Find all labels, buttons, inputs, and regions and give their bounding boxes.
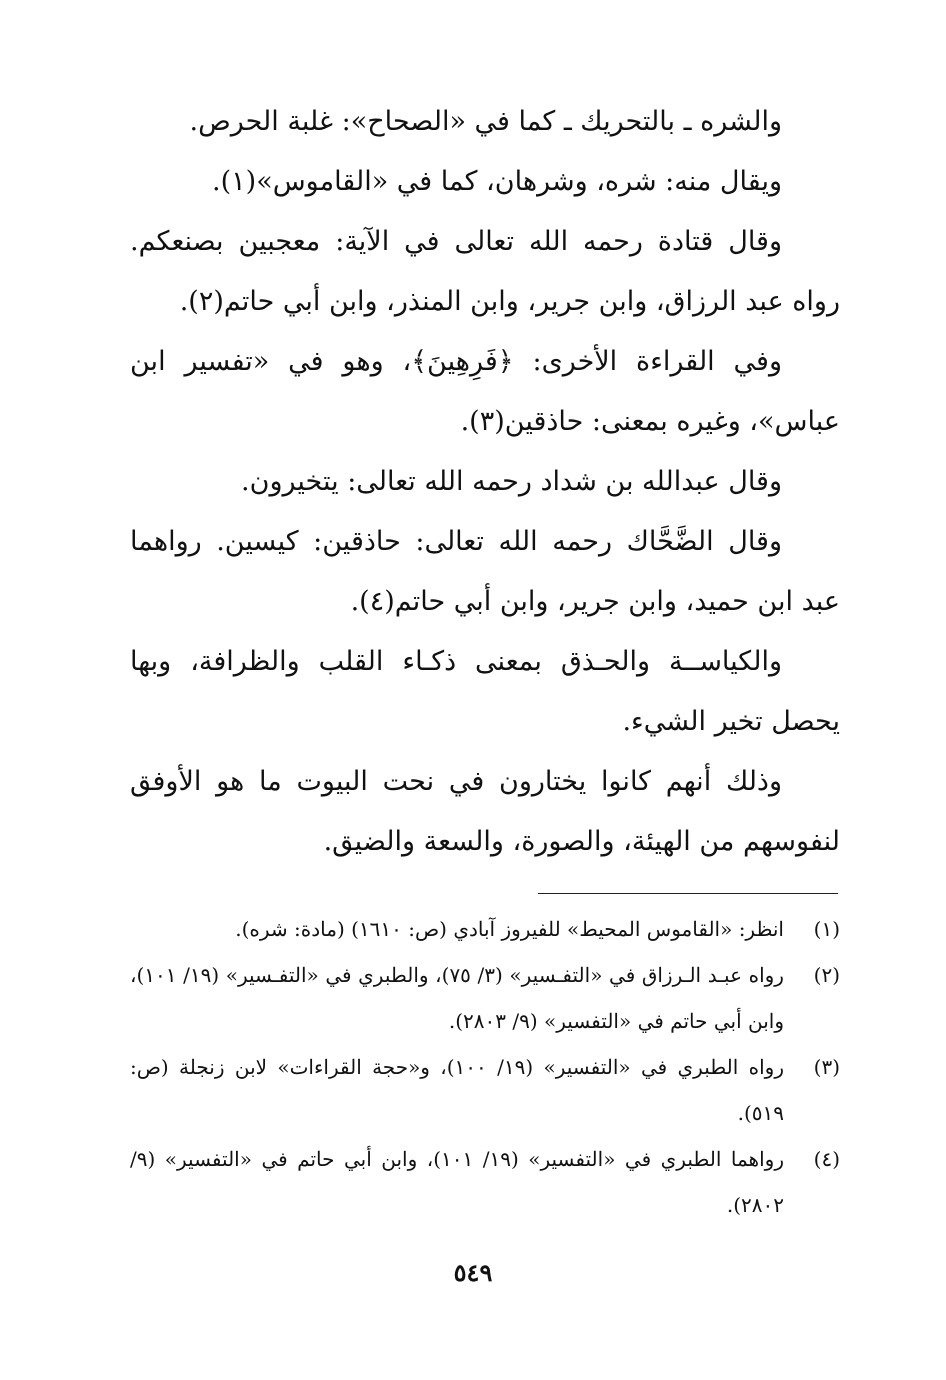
footnote — [130, 952, 840, 1044]
paragraph-4: وفي القراءة الأخرى: ﴿فَرِهِينَ﴾، وهو في «تفسير ابن عباس»، وغيره بمعنى: حاذقين(٣). — [130, 346, 840, 437]
footnote — [130, 1136, 840, 1228]
footnote — [130, 906, 840, 952]
footnote-text: انظر: «القاموس المحيط» للفيروز آبادي (ص: ١٦١٠) (مادة: شره). — [235, 917, 784, 941]
main-text — [130, 92, 840, 872]
paragraph-3: وقال قتادة رحمه الله تعالى في الآية: معجبين بصنعكم. رواه عبد الرزاق، وابن جرير، وابن المنذر، وابن أبي حاتم(٢). — [130, 226, 840, 317]
footnote-text: رواهما الطبري في «التفسير» (١٩/ ١٠١)، وابن أبي حاتم في «التفسير» (٩/ ٢٨٠٢). — [130, 1147, 784, 1217]
footnote-number: (٣) — [813, 1055, 840, 1079]
paragraph-2: ويقال منه: شره، وشرهان، كما في «القاموس»(١). — [212, 166, 782, 197]
footnote-text: رواه الطبري في «التفسير» (١٩/ ١٠٠)، و«حجة القراءات» لابن زنجلة (ص: ٥١٩). — [130, 1055, 784, 1125]
paragraph-7: والكياســة والحـذق بمعنى ذكـاء القلب والظرافة، وبها يحصل تخير الشيء. — [130, 646, 840, 737]
paragraph-8: وذلك أنهم كانوا يختارون في نحت البيوت ما هو الأوفق لنفوسهم من الهيئة، والصورة، والسعة والضيق. — [130, 766, 840, 857]
footnote-number: (٤) — [813, 1147, 840, 1171]
footnote-text: رواه عبـد الـرزاق في «التفـسير» (٣/ ٧٥)، والطبري في «التفـسير» (١٩/ ١٠١)، وابن أبي حاتم في «التفسير» (٩/ ٢٨٠٣). — [130, 963, 784, 1033]
footnote-number: (٢) — [813, 963, 840, 987]
footnote-number: (١) — [813, 917, 840, 941]
footnote — [130, 1044, 840, 1136]
page-number: ٥٤٩ — [453, 1258, 493, 1287]
footnotes — [130, 906, 840, 1228]
paragraph-1: والشره ـ بالتحريك ـ كما في «الصحاح»: غلبة الحرص. — [189, 106, 782, 137]
paragraph-5: وقال عبدالله بن شداد رحمه الله تعالى: يتخيرون. — [241, 466, 782, 497]
paragraph-6: وقال الضَّحَّاك رحمه الله تعالى: حاذقين: كيسين. رواهما عبد ابن حميد، وابن جرير، وابن أبي حاتم(٤). — [130, 526, 840, 617]
footnote-separator — [538, 893, 838, 894]
